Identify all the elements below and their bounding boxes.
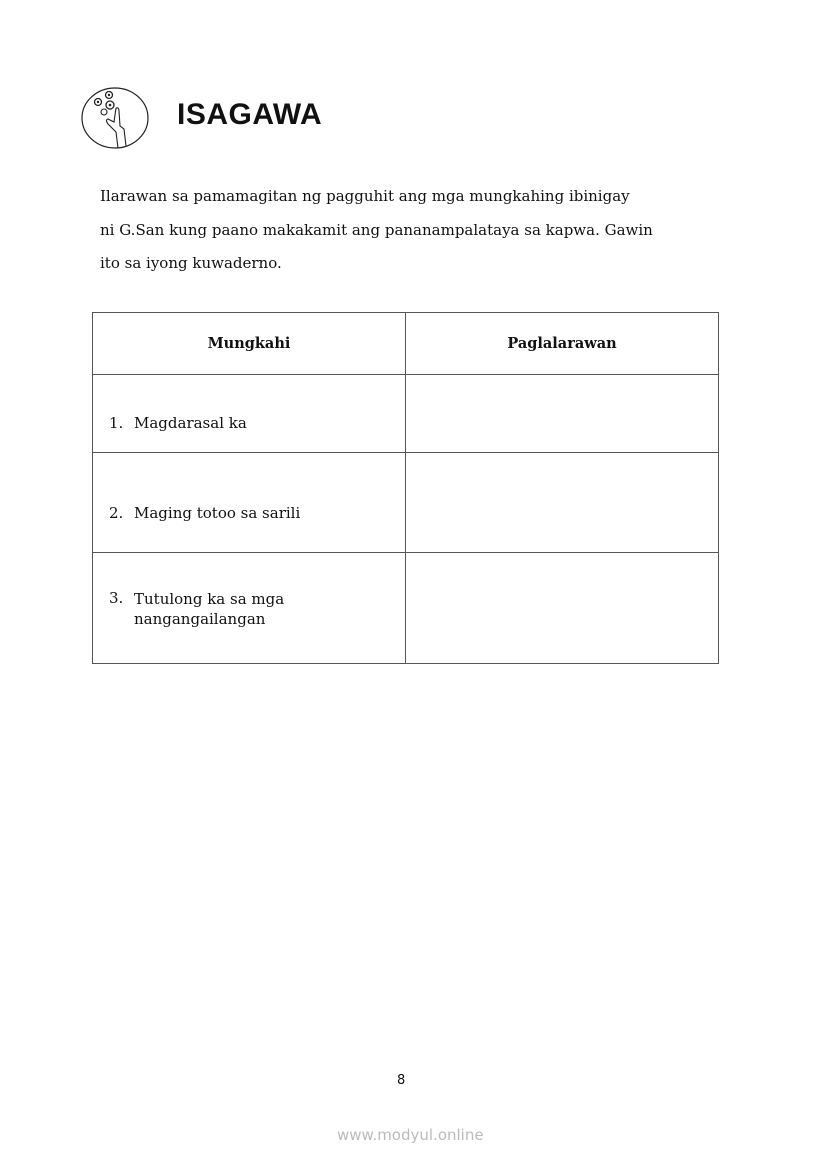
item-text: Magdarasal ka — [134, 413, 247, 432]
table-row — [93, 375, 719, 453]
table-row — [93, 453, 719, 553]
item-text: Maging totoo sa sarili — [134, 503, 301, 522]
drawing-cell — [406, 453, 719, 553]
item-text: Tutulong ka sa mga nangangailangan — [134, 590, 285, 628]
instructions — [100, 180, 740, 281]
header-mungkahi: Mungkahi — [93, 313, 406, 375]
item-number: 1. — [109, 413, 124, 432]
instruction-line: Ilarawan sa pamamagitan ng pagguhit ang mga mungkahing ibinigay — [100, 187, 630, 205]
instruction-line: ito sa iyong kuwaderno. — [100, 254, 282, 272]
hand-with-gears-icon — [80, 86, 150, 150]
table-header-row — [93, 313, 719, 375]
drawing-cell — [406, 553, 719, 664]
page-number: 8 — [397, 1073, 406, 1088]
activity-table — [92, 312, 719, 664]
page-title: ISAGAWA — [177, 98, 323, 131]
table-row — [93, 553, 719, 664]
item-number: 2. — [109, 503, 124, 522]
instruction-line: ni G.San kung paano makakamit ang pananampalataya sa kapwa. Gawin — [100, 220, 653, 239]
item-number: 3. — [109, 589, 124, 607]
header-paglalarawan: Paglalarawan — [406, 313, 719, 375]
drawing-cell — [406, 375, 719, 453]
watermark: www.modyul.online — [337, 1126, 484, 1144]
